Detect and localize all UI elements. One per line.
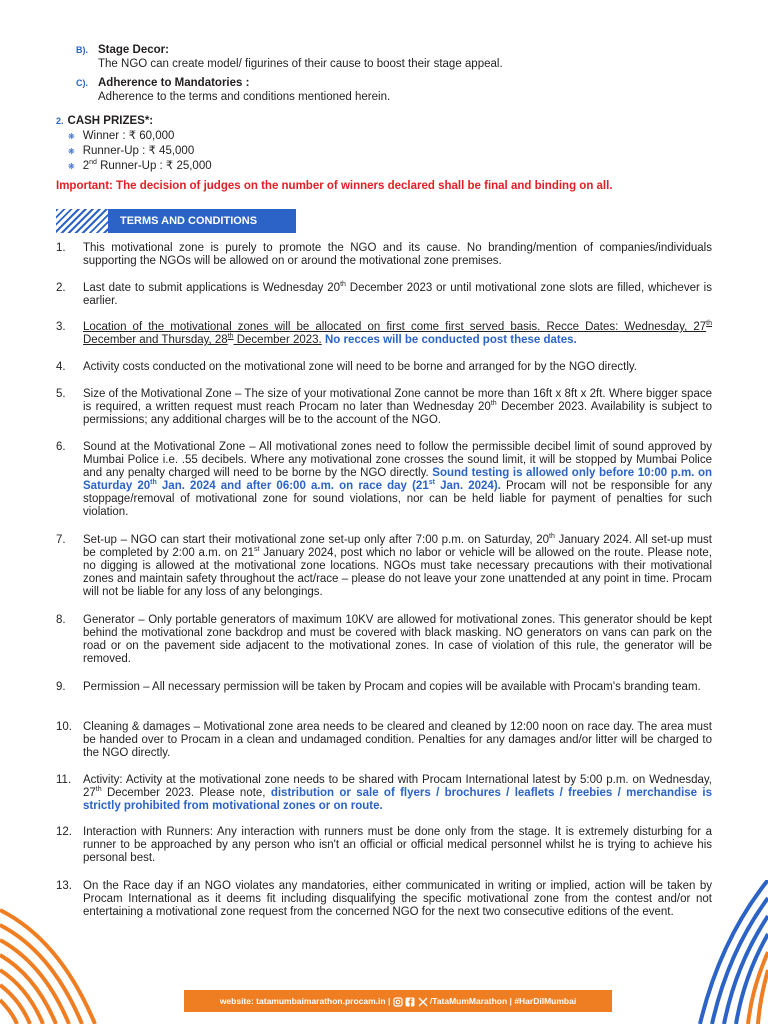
stripes-decoration-left: [0, 870, 120, 1024]
term-text-run: December 2023.: [233, 334, 322, 346]
term-text-run: Activity costs conducted on the motivational zone will need to be borne and arranged for by the NGO directly.: [83, 361, 638, 373]
term-text-run: Procam will not be responsible for any stoppage/removal of motivational zone for sound violations, nor can be held liable for payment of penalties for such violation.: [83, 480, 712, 518]
prize-second-runner-up: [68, 158, 212, 172]
stripe-decoration: [56, 209, 116, 233]
term-text: [83, 826, 712, 865]
term-text-run: January 2024, post which no labor or vehicle will be allowed on the route. Please note, no digging is allowed at the motivational zone locations. NGOs must take necessary precautions with their motivational zones and maintain safety throughout the act/race – please do not leave your zone unattended at any point in time. Procam will not be liable for any loss of any belongings.: [83, 547, 712, 598]
term-text-run: December 2023. Please note,: [101, 787, 271, 799]
term-item: [56, 361, 712, 374]
term-text-run: Size of the Motivational Zone – The size of your motivational Zone cannot be more than 16ft x 8ft x 2ft. Where bigger space is required, a written request must reach Procam no later than Wednesday 20: [83, 388, 712, 413]
term-text-run: January 2024. All set-up must be completed by 2:00 a.m. on 21: [83, 534, 712, 559]
bullet-icon: ❋: [68, 147, 75, 156]
term-text-run: th: [340, 281, 346, 289]
term-item: [56, 826, 712, 865]
footer-separator: |: [387, 996, 391, 1006]
term-number: 12.: [56, 826, 72, 838]
term-text-run: th: [706, 320, 712, 328]
term-item: [56, 681, 712, 694]
cash-prizes-number: 2.: [56, 116, 64, 126]
term-number: 4.: [56, 361, 66, 373]
term-text-run: This motivational zone is purely to promote the NGO and its cause. No branding/mention of companies/individuals supporting the NGOs will be allowed on or around the motivational zone premises.: [83, 242, 712, 267]
footer-website[interactable]: website: tatamumbaimarathon.procam.in: [219, 996, 386, 1006]
term-text-run: th: [95, 786, 102, 794]
sub-item-label: B).: [76, 45, 88, 55]
stripes-decoration-right: [660, 880, 768, 1024]
cash-prizes-title: CASH PRIZES*:: [67, 115, 154, 127]
term-text-run: Cleaning & damages – Motivational zone area needs to be cleared and cleaned by 12:00 noon on race day. The area must be handed over to Procam in a clean and undamaged condition. Penalties for any damages and/or litter will be charged to the NGO directly.: [83, 721, 712, 759]
prize-label-sup: nd: [89, 159, 97, 167]
important-notice: Important: The decision of judges on the number of winners declared shall be final and binding on all.: [56, 180, 613, 192]
term-number: 5.: [56, 388, 66, 400]
term-number: 13.: [56, 880, 72, 892]
term-item: [56, 388, 712, 427]
term-text: [83, 721, 712, 760]
term-number: 1.: [56, 242, 66, 254]
prize-label-pre: 2: [82, 160, 90, 172]
term-text-run: st: [428, 479, 435, 487]
bullet-icon: ❋: [68, 162, 75, 171]
footer-hashtag[interactable]: #HarDilMumbai: [514, 996, 577, 1006]
bullet-icon: ❋: [68, 132, 75, 141]
term-text-run: Set-up – NGO can start their motivational zone set-up only after 7:00 p.m. on Saturday, 20: [83, 534, 550, 546]
term-text-run: Last date to submit applications is Wednesday 20: [83, 282, 341, 294]
term-text-run: Sound testing is allowed only before 10:00 p.m. on Saturday 20: [83, 467, 712, 492]
term-text-run: th: [150, 479, 157, 487]
term-item: [56, 441, 712, 519]
term-item: [56, 614, 712, 666]
term-text-run: Jan. 2024 and after 06:00 a.m. on race day (21: [156, 480, 429, 492]
term-number: 11.: [56, 774, 72, 786]
term-text: [83, 282, 712, 308]
term-text-run: st: [254, 546, 260, 554]
term-item: [56, 534, 712, 599]
term-item: [56, 321, 712, 347]
term-text: [83, 441, 712, 519]
prize-label-post: Runner-Up : ₹ 25,000: [96, 160, 212, 172]
term-item: [56, 721, 712, 760]
term-number: 6.: [56, 441, 66, 453]
term-text-run: Jan. 2024).: [434, 480, 501, 492]
term-item: [56, 774, 712, 813]
footer-separator: |: [509, 996, 512, 1006]
term-item: [56, 242, 712, 268]
footer-bar: [184, 990, 612, 1012]
sub-item-title: Stage Decor:: [98, 44, 169, 56]
term-text: [83, 614, 712, 666]
term-text-run: th: [549, 533, 555, 541]
term-number: 3.: [56, 321, 66, 333]
term-number: 7.: [56, 534, 66, 546]
term-text-run: Location of the motivational zones will be allocated on first come first served basis. Recce Dates: Wednesday, 27: [83, 321, 707, 333]
term-text-run: December and Thursday, 28: [83, 334, 228, 346]
term-number: 10.: [56, 721, 72, 733]
term-text-run: Generator – Only portable generators of maximum 10KV are allowed for motivational zones. This generator should be kept behind the motivational zone backdrop and must be covered with black masking. NO generators on vans can park on the road or on the pavement side adjacent to the motivational zones. In case of violation of this rule, the generator will be removed.: [83, 614, 712, 665]
instagram-icon[interactable]: [393, 997, 403, 1007]
footer-handle[interactable]: /TataMumMarathon: [429, 996, 508, 1006]
term-text: [83, 388, 712, 427]
term-text-run: December 2023 or until motivational zone slots are filled, whichever is earlier.: [83, 282, 712, 307]
term-item: [56, 282, 712, 308]
term-number: 2.: [56, 282, 66, 294]
sub-item-stage-decor: [76, 43, 503, 71]
prize-runner-up: [68, 143, 194, 157]
x-twitter-icon[interactable]: [418, 997, 428, 1007]
term-text: [83, 242, 712, 268]
term-text: [83, 361, 712, 374]
term-text-run: Interaction with Runners: Any interaction with runners must be done only from the stage. It is extremely disturbing for a runner to be approached by any person who isn't an official or official medical personnel whilst he is trying to achieve his personal best.: [83, 826, 712, 864]
prize-label: Runner-Up : ₹ 45,000: [82, 145, 195, 157]
term-text: [83, 681, 712, 694]
terms-heading-banner: [56, 209, 296, 233]
term-text-run: Activity: Activity at the motivational zone needs to be shared with Procam International latest by 5:00 p.m. on Wednesday, 27: [83, 774, 712, 799]
sub-item-body: Adherence to the terms and conditions mentioned herein.: [98, 91, 391, 103]
term-text: [83, 774, 712, 813]
term-text-run: th: [490, 400, 497, 408]
term-text-run: Sound at the Motivational Zone – All motivational zones need to follow the permissible decibel limit of sound approved by Mumbai Police i.e. .55 decibels. Where any motivational zone crosses the sound limit, it will be stopped by Mumbai Police and any penalty charged will need to be borne by the NGO directly.: [83, 441, 712, 479]
term-number: 8.: [56, 614, 66, 626]
facebook-icon[interactable]: [405, 997, 415, 1007]
prize-label: Winner : ₹ 60,000: [82, 130, 175, 142]
term-number: 9.: [56, 681, 66, 693]
term-text-run: No recces will be conducted post these dates.: [321, 334, 577, 346]
sub-item-label: C).: [76, 78, 88, 88]
term-text-run: On the Race day if an NGO violates any mandatories, either communicated in writing or implied, action will be taken by Procam International as it deems fit including disqualifying the specific motivational zone from the contest and/or not entertaining a motivational zone request from the concerned NGO for the next two consecutive editions of the event.: [83, 880, 712, 918]
sub-item-adherence: [76, 76, 390, 104]
term-text: [83, 880, 712, 919]
term-text-run: distribution or sale of flyers / brochures / leaflets / freebies / merchandise is strictly prohibited from motivational zones or on route.: [83, 787, 712, 812]
cash-prizes-heading: [56, 114, 153, 129]
term-text-run: Permission – All necessary permission will be taken by Procam and copies will be available with Procam's branding team.: [83, 681, 701, 693]
term-text-run: December 2023. Availability is subject to permissions; any additional charges will be to the account of the NGO.: [83, 401, 712, 426]
term-item: [56, 880, 712, 919]
prize-winner: [68, 128, 174, 142]
term-text-run: th: [227, 333, 234, 341]
sub-item-title: Adherence to Mandatories :: [98, 77, 250, 89]
sub-item-body: The NGO can create model/ figurines of their cause to boost their stage appeal.: [98, 58, 503, 70]
term-text: [83, 534, 712, 599]
terms-heading: TERMS AND CONDITIONS: [108, 209, 296, 233]
term-text: [83, 321, 712, 347]
